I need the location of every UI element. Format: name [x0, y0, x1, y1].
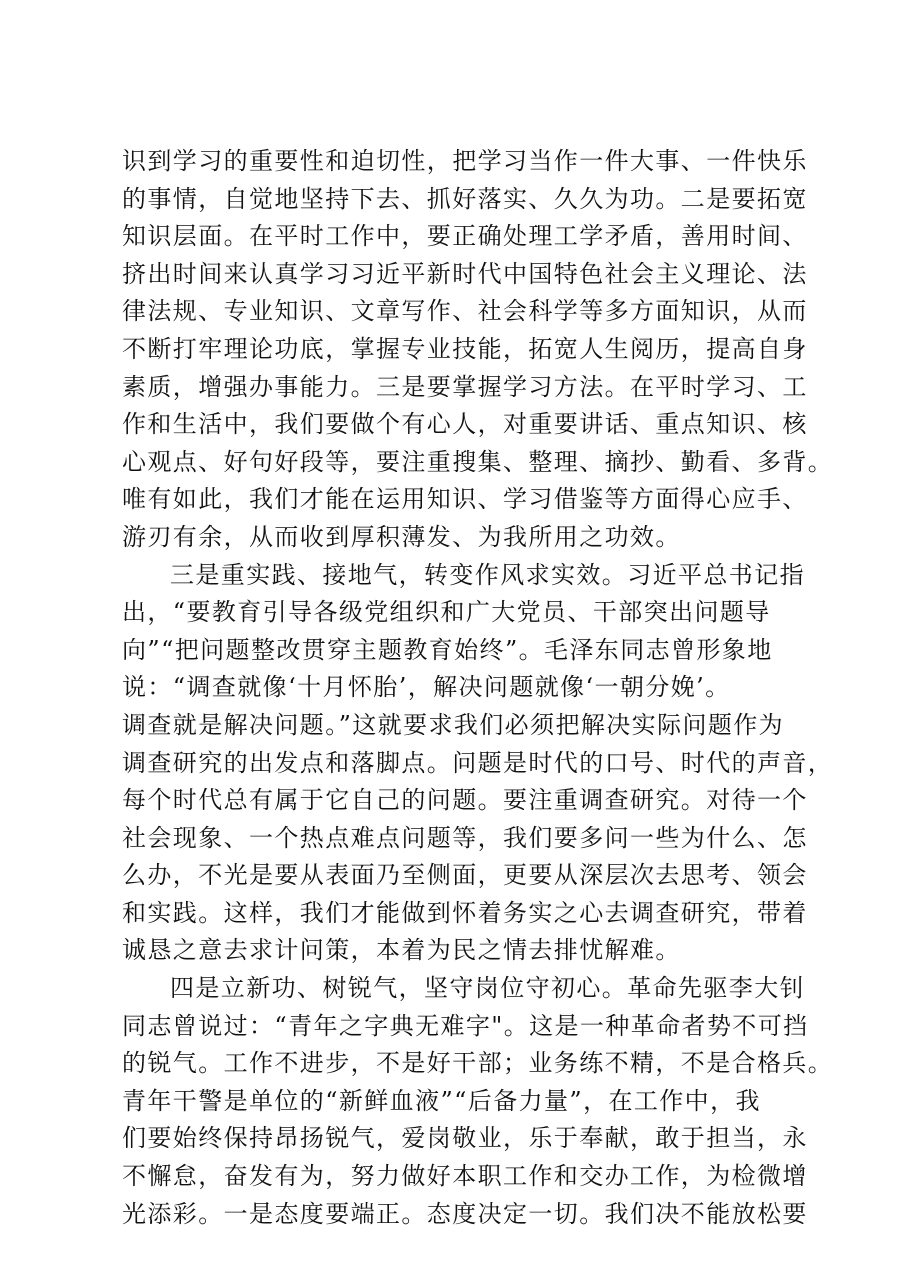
text-line: 么办，不光是要从表面乃至侧面，更要从深层次去思考、领会 [122, 861, 808, 890]
text-line: 们要始终保持昂扬锐气，爱岗敬业，乐于奉献，敢于担当，永 [122, 1124, 808, 1153]
text-line: 光添彩。一是态度要端正。态度决定一切。我们决不能放松要 [122, 1199, 808, 1228]
text-line: 每个时代总有属于它自己的问题。要注重调查研究。对待一个 [122, 786, 808, 815]
text-line: 调查研究的出发点和落脚点。问题是时代的口号、时代的声音， [122, 748, 834, 777]
text-line: 作和生活中，我们要做个有心人，对重要讲话、重点知识、核 [122, 410, 808, 439]
text-line: 的事情，自觉地坚持下去、抓好落实、久久为功。二是要拓宽 [122, 184, 808, 213]
paragraph-2 [122, 557, 834, 971]
text-line: 说：“调查就像‘十月怀胎’，解决问题就像‘一朝分娩’。 [122, 673, 731, 702]
text-line: 出，“要教育引导各级党组织和广大党员、干部突出问题导 [122, 598, 771, 627]
text-line: 三是重实践、接地气，转变作风求实效。习近平总书记指 [170, 560, 805, 589]
text-line: 四是立新功、树锐气，坚守岗位守初心。革命先驱李大钊 [170, 974, 805, 1003]
text-line: 诚恳之意去求计问策，本着为民之情去排忧解难。 [122, 936, 681, 965]
text-line: 识到学习的重要性和迫切性，把学习当作一件大事、一件快乐 [122, 147, 808, 175]
text-line: 挤出时间来认真学习习近平新时代中国特色社会主义理论、法 [122, 259, 808, 288]
document-body [122, 143, 834, 1233]
text-line: 素质，增强办事能力。三是要掌握学习方法。在平时学习、工 [122, 372, 808, 401]
text-line: 的锐气。工作不进步，不是好干部；业务练不精，不是合格兵。 [122, 1049, 834, 1078]
text-line: 不断打牢理论功底，掌握专业技能，拓宽人生阅历，提高自身 [122, 334, 808, 363]
text-line: 不懈怠，奋发有为，努力做好本职工作和交办工作，为检微增 [122, 1162, 808, 1191]
text-line: 同志曾说过：“青年之字典无难字"。这是一种革命者势不可挡 [122, 1011, 809, 1040]
paragraph-3 [122, 970, 834, 1233]
text-line: 青年干警是单位的“新鲜血液”“后备力量”，在工作中，我 [122, 1086, 761, 1115]
text-line: 和实践。这样，我们才能做到怀着务实之心去调查研究，带着 [122, 898, 808, 927]
text-line: 调查就是解决问题。”这就要求我们必须把解决实际问题作为 [122, 710, 785, 739]
paragraph-1 [122, 143, 834, 557]
text-line: 唯有如此，我们才能在运用知识、学习借鉴等方面得心应手、 [122, 485, 808, 514]
text-line: 游刃有余，从而收到厚积薄发、为我所用之功效。 [122, 522, 681, 551]
text-line: 律法规、专业知识、文章写作、社会科学等多方面知识，从而 [122, 297, 808, 326]
text-line: 心观点、好句好段等，要注重搜集、整理、摘抄、勤看、多背。 [122, 447, 834, 476]
text-line: 知识层面。在平时工作中，要正确处理工学矛盾，善用时间、 [122, 222, 808, 251]
text-line: 社会现象、一个热点难点问题等，我们要多问一些为什么、怎 [122, 823, 808, 852]
text-line: 向”“把问题整改贯穿主题教育始终”。毛泽东同志曾形象地 [122, 635, 773, 664]
